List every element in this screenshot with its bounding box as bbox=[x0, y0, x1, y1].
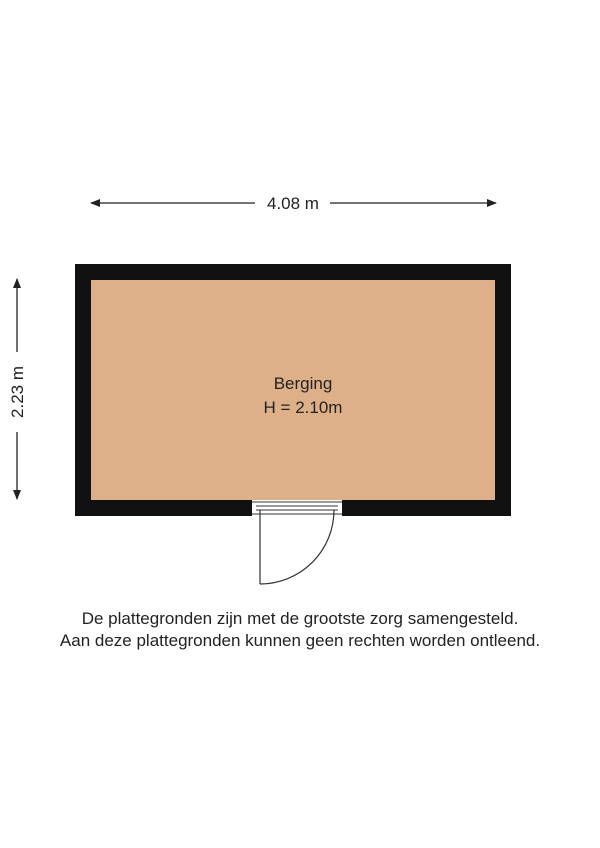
door bbox=[252, 500, 342, 584]
disclaimer-line-1: De plattegronden zijn met de grootste zorg samengesteld. bbox=[81, 609, 519, 628]
height-dimension-label: 2.23 m bbox=[8, 366, 27, 418]
width-dimension bbox=[91, 194, 496, 213]
width-dimension-label: 4.08 m bbox=[267, 194, 319, 213]
disclaimer-line-2: Aan deze plattegronden kunnen geen rechten worden ontleend. bbox=[59, 631, 541, 650]
height-dimension bbox=[8, 279, 27, 499]
door-swing-arc bbox=[260, 510, 334, 584]
room-name: Berging bbox=[273, 374, 333, 393]
room-ceiling-height: H = 2.10m bbox=[263, 398, 343, 417]
